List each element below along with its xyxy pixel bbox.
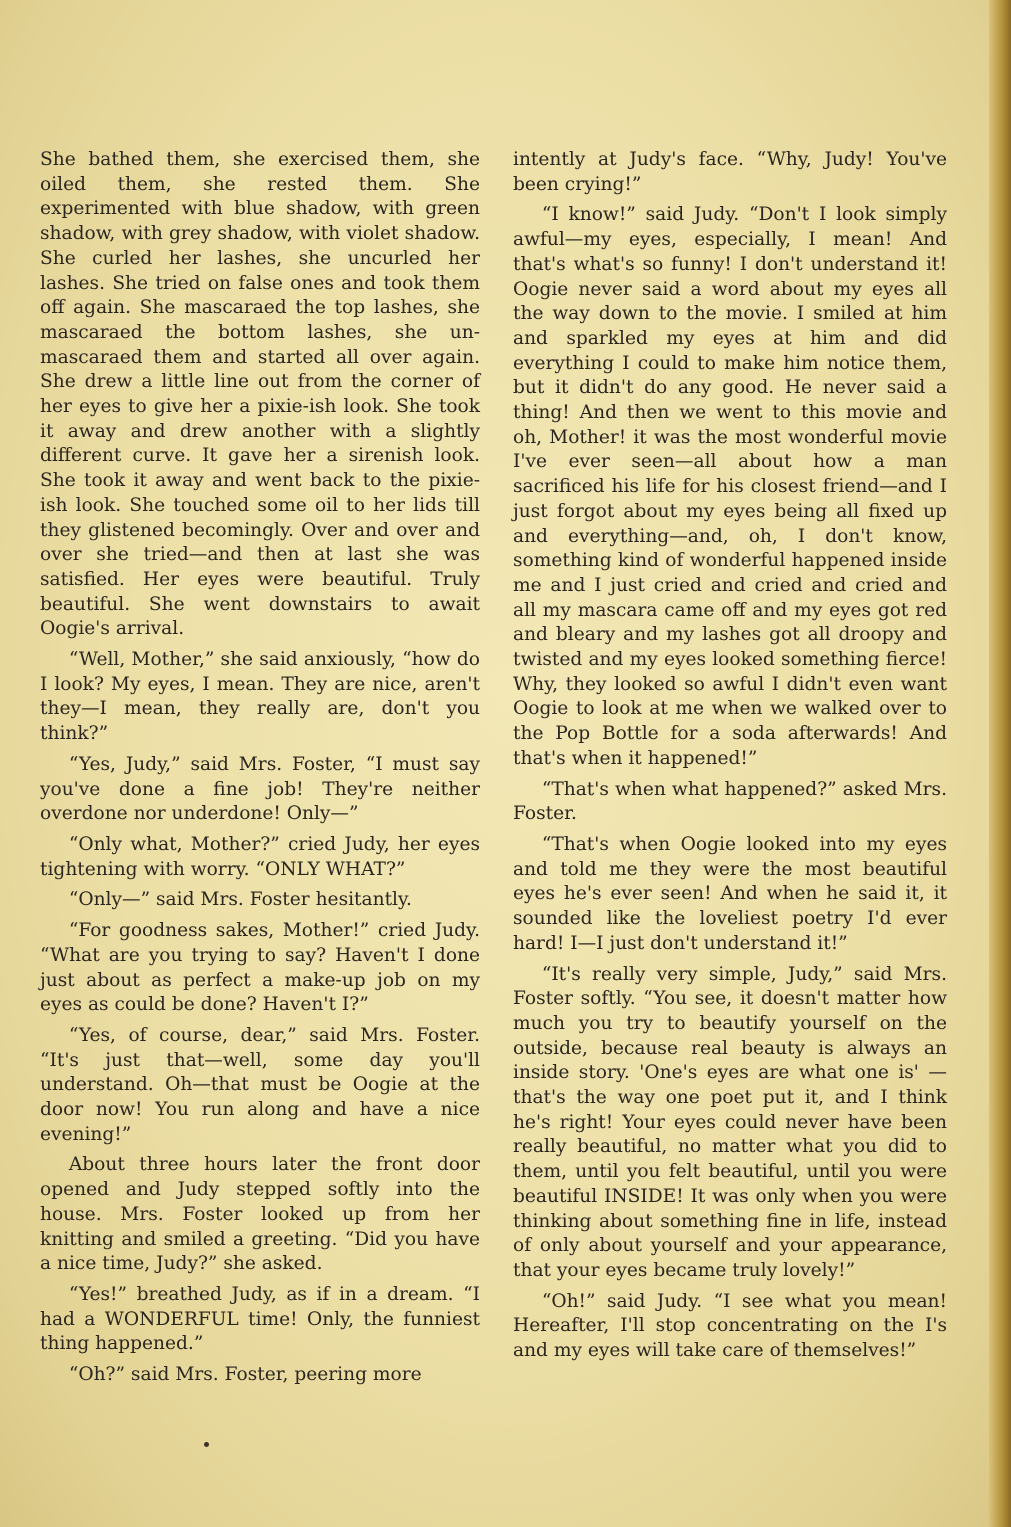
paragraph: “Only—” said Mrs. Foster hesitantly.	[68, 889, 412, 911]
paragraph: “I know!” said Judy. “Don't I look simply awful—my eyes, especially, I mean! And that's what's so funny! I don't understand it! Oogie never said a word about my eyes all the way down to the movie. I smiled at him and sparkled my eyes at him and did everything I could to make him notice them, but it didn't do any good. He never said a thing! And then we went to this movie and oh, Mother! it was the most wonderful movie I've ever seen—all about how a man sacrificed his life for his closest friend—and I just forgot about my eyes being all fixed up and everything—and, oh, I don't know, something kind of wonderful happened inside me and I just cried and cried and cried and all my mascara came off and my eyes got red and bleary and my lashes got all droopy and twisted and my eyes looked something fierce! Why, they looked so awful I didn't even want Oogie to look at me when we walked over to the Pop Bottle for a soda afterwards! And that's when it happened!”	[513, 204, 947, 769]
paragraph: intently at Judy's face. “Why, Judy! You've been crying!”	[513, 149, 947, 195]
ink-speck	[204, 1442, 209, 1447]
left-text-column	[40, 148, 480, 1394]
paragraph: “Oh?” said Mrs. Foster, peering more	[68, 1364, 422, 1386]
paragraph: “Yes, Judy,” said Mrs. Foster, “I must say you've done a fine job! They're neither overdone nor underdone! Only—”	[40, 753, 480, 825]
paragraph: About three hours later the front door opened and Judy stepped softly into the house. Mrs. Foster looked up from her knitting and smiled a greeting. “Did you have a nice time, Judy?” she asked.	[40, 1154, 480, 1275]
paragraph: “That's when Oogie looked into my eyes and told me they were the most beautiful eyes he's ever seen! And when he said it, it sounded like the loveliest poetry I'd ever hard! I—I just don't understand it!”	[513, 833, 947, 954]
right-text-column	[513, 148, 947, 1370]
paragraph: “Well, Mother,” she said anxiously, “how do I look? My eyes, I mean. They are nice, aren't they—I mean, they really are, don't you think?”	[40, 649, 480, 745]
paragraph: “Yes!” breathed Judy, as if in a dream. “I had a WONDERFUL time! Only, the funniest thing happened.”	[40, 1283, 480, 1355]
paragraph: “Yes, of course, dear,” said Mrs. Foster. “It's just that—well, some day you'll understand. Oh—that must be Oogie at the door now! You run along and have a nice evening!”	[40, 1024, 480, 1145]
paragraph: “That's when what happened?” asked Mrs. Foster.	[513, 778, 947, 825]
paragraph: “Only what, Mother?” cried Judy, her eyes tightening with worry. “ONLY WHAT?”	[40, 833, 480, 880]
paragraph: “Oh!” said Judy. “I see what you mean! Hereafter, I'll stop concentrating on the I's and my eyes will take care of themselves!”	[513, 1290, 947, 1362]
paragraph: She bathed them, she exercised them, she oiled them, she rested them. She experimented with blue shadow, with green shadow, with grey shadow, with violet shadow. She curled her lashes, she uncurled her lashes. She tried on false ones and took them off again. She mascaraed the top lashes, she mascaraed the bottom lashes, she un-mascaraed them and started all over again. She drew a little line out from the corner of her eyes to give her a pixie-ish look. She took it away and drew another with a slightly different curve. It gave her a sirenish look. She took it away and went back to the pixie-ish look. She touched some oil to her lids till they glistened becomingly. Over and over and over she tried—and then at last she was satisfied. Her eyes were beautiful. Truly beautiful. She went downstairs to await Oogie's arrival.	[40, 149, 480, 640]
page-spine-edge	[989, 0, 1011, 1527]
paragraph: “It's really very simple, Judy,” said Mrs. Foster softly. “You see, it doesn't matter how much you try to beautify yourself on the outside, because real beauty is always an inside story. 'One's eyes are what one is' —that's the way one poet put it, and I think he's right! Your eyes could never have been really beautiful, no matter what you did to them, until you felt beautiful, until you were beautiful INSIDE! It was only when you were thinking about something fine in life, instead of only about yourself and your appearance, that your eyes became truly lovely!”	[513, 963, 947, 1281]
paragraph: “For goodness sakes, Mother!” cried Judy. “What are you trying to say? Haven't I done just about as perfect a make-up job on my eyes as could be done? Haven't I?”	[40, 920, 480, 1016]
